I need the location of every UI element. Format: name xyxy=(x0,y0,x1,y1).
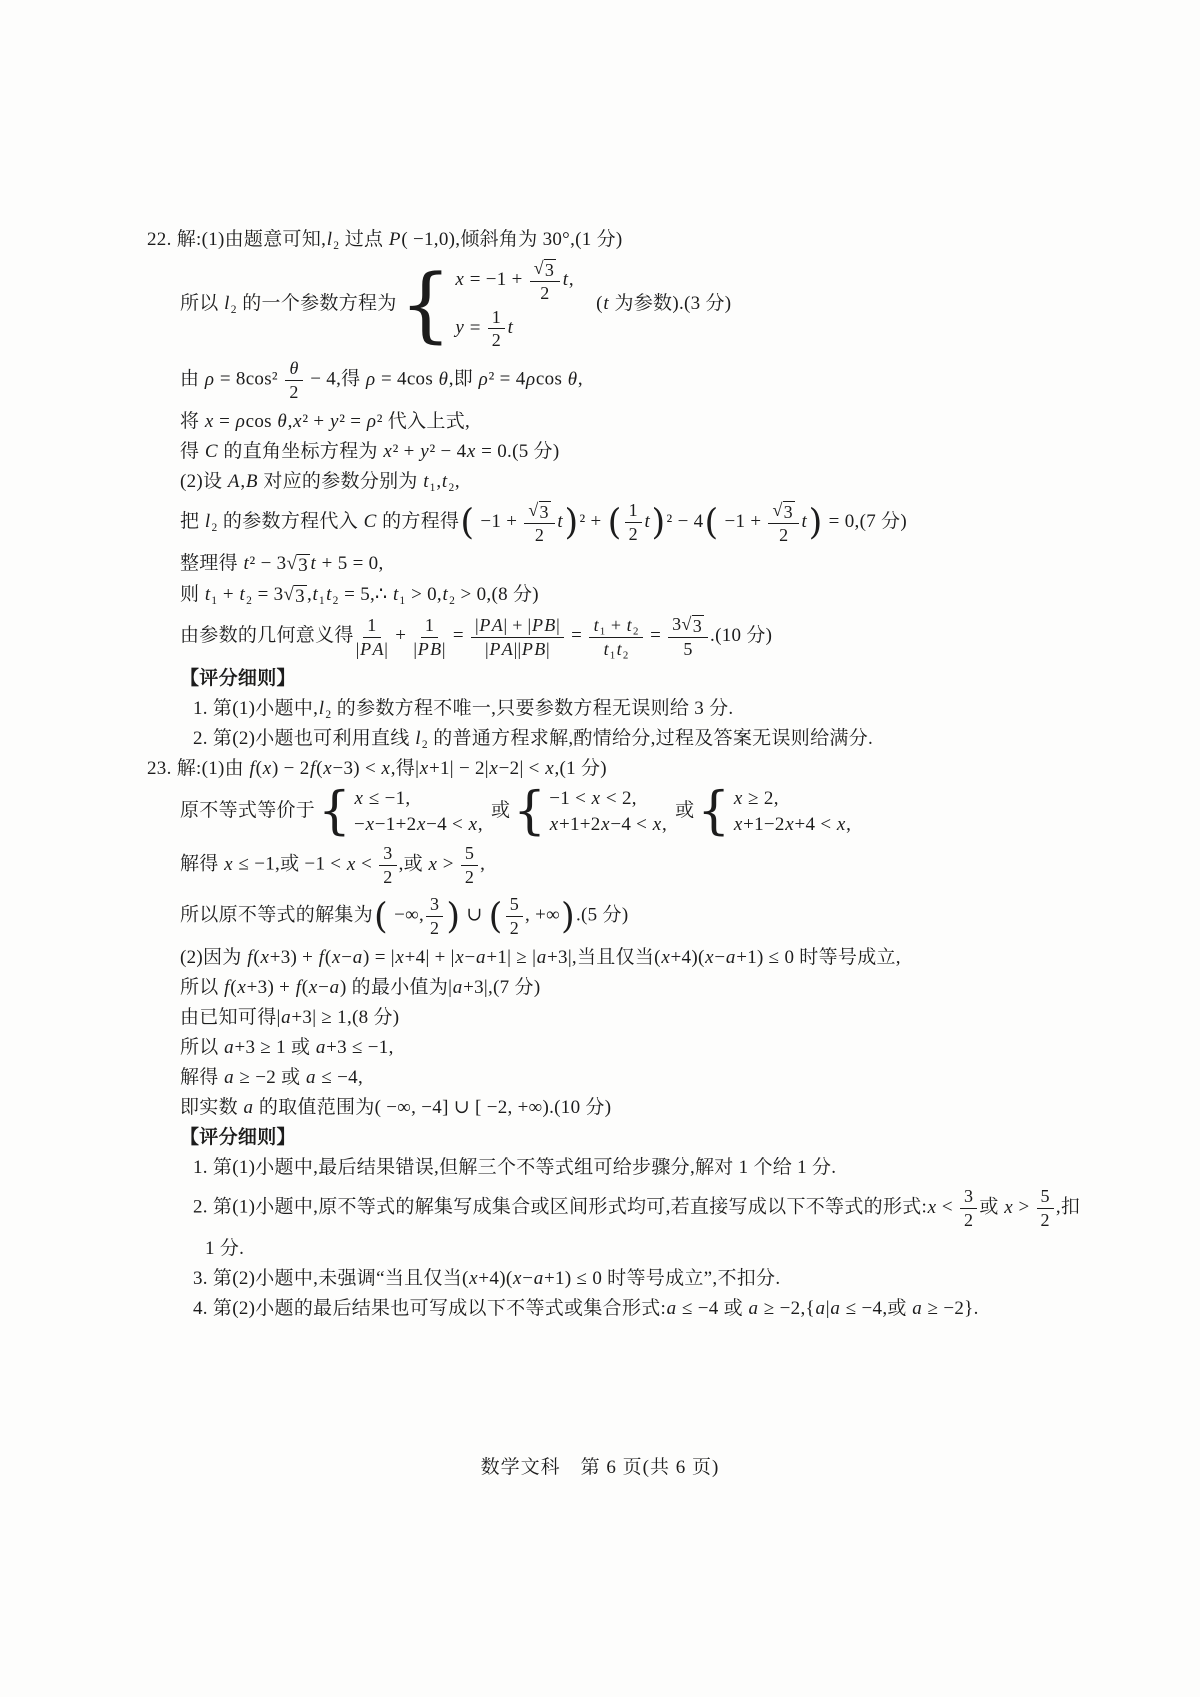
footer-text: 数学文科 第 6 页(共 6 页) xyxy=(480,1457,720,1478)
rubric-item: 4. 第(2)小题的最后结果也可写成以下不等式或集合形式:a ≤ −4 或 a ≥ −2,{a|a ≤ −4,或 a ≥ −2}. xyxy=(193,1298,979,1320)
rubric-item: 3. 第(2)小题中,未强调“当且仅当(x+4)(x−a+1) ≤ 0 时等号成立”,不扣分. xyxy=(193,1268,781,1290)
solution-line: 所以 l₂ 的一个参数方程为 { x = −1 + √ 3 2 t, y = $\frac{1}{2}$ t (t 为参数).(3 分) xyxy=(180,256,732,352)
solution-line: 原不等式等价于 { x ≤ −1, −x−1+2x−4 < x, 或 { −1 < x < 2, x+1+2x−4 < x, 或 { x ≥ 2, x+1−2x+4 < x, xyxy=(180,781,852,842)
solution-line: 解得 a ≥ −2 或 a ≤ −4, xyxy=(180,1066,364,1088)
solution-line: (2)因为 f(x+3) + f(x−a) = |x+4| + |x−a+1| ≥ |a+3|,当且仅当(x+4)(x−a+1) ≤ 0 时等号成立, xyxy=(180,946,901,968)
page-footer xyxy=(0,1452,1200,1479)
solution-line: (2)设 A,B 对应的参数分别为 t₁,t₂, xyxy=(180,470,460,492)
solution-line: 得 C 的直角坐标方程为 x² + y² − 4x = 0.(5 分) xyxy=(180,440,560,462)
solution-line: 23. 解:(1)由 f(x) − 2f(x−3) < x,得|x+1| − 2|x−2| < x,(1 分) xyxy=(147,757,607,779)
solution-line: 则 t₁ + t₂ = 3 √ 3 ,t₁t₂ = 5,∴ t₁ > 0,t₂ > 0,(8 分) xyxy=(180,584,539,608)
solution-line: 所以 f(x+3) + f(x−a) 的最小值为|a+3|,(7 分) xyxy=(180,976,541,998)
rubric-item: 2. 第(2)小题也可利用直线 l₂ 的普通方程求解,酌情给分,过程及答案无误则给满分. xyxy=(193,727,874,749)
solution-line: 把 l₂ 的参数方程代入 C 的方程得( −1 + √ 3 2 t)² + ( $\frac{1}{2}$ t)² − 4( −1 + √ 3 2 t) = 0,(7 分) xyxy=(180,499,907,545)
solution-line: 解得 x ≤ −1,或 −1 < x < $\frac{3}{2}$ ,或 x > $\frac{5}{2}$ , xyxy=(180,842,486,887)
solution-line: 由已知可得|a+3| ≥ 1,(8 分) xyxy=(180,1006,400,1028)
rubric-item: 1. 第(1)小题中,l₂ 的参数方程不唯一,只要参数方程无误则给 3 分. xyxy=(193,697,734,719)
solution-line: 所以原不等式的解集为( −∞, $\frac{3}{2}$ ) ∪ ( $\frac{5}{2}$ , +∞).(5 分) xyxy=(180,894,629,939)
solution-line: 整理得 t² − 3 √ 3 t + 5 = 0, xyxy=(180,553,384,577)
rubric-header: 【评分细则】 xyxy=(180,667,296,689)
rubric-item: 1. 第(1)小题中,最后结果错误,但解三个不等式组可给步骤分,解对 1 个给 1 分. xyxy=(193,1156,837,1178)
solution-line: 由 ρ = 8cos² $\frac{\theta}{2}$ − 4,得 ρ = 4cos θ,即 ρ² = 4ρcos θ, xyxy=(180,358,583,402)
problem-23-solution xyxy=(147,757,1090,1321)
problem-22-solution xyxy=(147,228,1090,750)
rubric-item-continuation: 1 分. xyxy=(205,1238,245,1260)
solution-line: 所以 a+3 ≥ 1 或 a+3 ≤ −1, xyxy=(180,1036,394,1058)
solution-line: 22. 解:(1)由题意可知,l₂ 过点 P( −1,0),倾斜角为 30°,(1 分) xyxy=(147,229,623,250)
solution-line: 由参数的几何意义得 $\frac{1}{|PA|}$ + $\frac{1}{|PB|}$ = $\frac{|PA| + |PB|}{|PA||PB|}$ = $\frac{\text{t₁ + t₂}}{\text{t₁t₂}}$ = 3 √ 3 5 .(10 分) xyxy=(180,614,773,660)
rubric-item: 2. 第(1)小题中,原不等式的解集写成集合或区间形式均可,若直接写成以下不等式的形式:x < $\frac{3}{2}$ 或 x > $\frac{5}{2}$ ,扣 xyxy=(193,1185,1081,1230)
solution-line: 将 x = ρcos θ,x² + y² = ρ² 代入上式, xyxy=(180,410,471,432)
rubric-header: 【评分细则】 xyxy=(180,1126,296,1148)
solution-line: 即实数 a 的取值范围为( −∞, −4] ∪ [ −2, +∞).(10 分) xyxy=(180,1096,612,1118)
